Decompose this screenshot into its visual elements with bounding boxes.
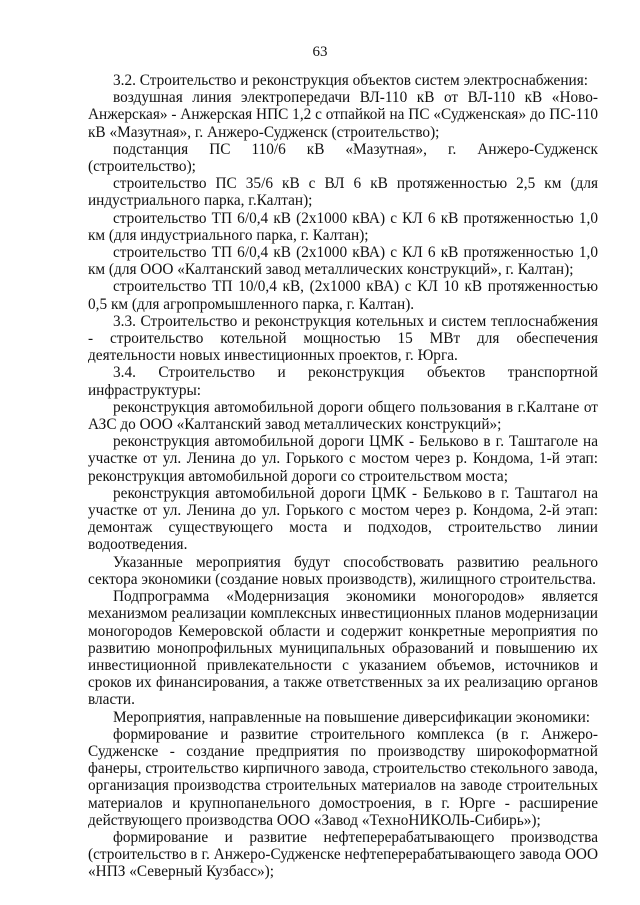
section-3-3-heat-supply: 3.3. Строительство и реконструкция котельных и систем теплоснабжения - строительство котельной мощностью 15 МВт для обеспечения деятельности новых инвестиционных проектов, г. Юрга.	[88, 312, 598, 365]
paragraph-diversification-heading: Мероприятия, направленные на повышение диверсификации экономики:	[113, 708, 591, 726]
paragraph-subprogram-monotowns: Подпрограмма «Модернизация экономики моногородов» является механизмом реализации комплексных инвестиционных планов модернизации моногородов Кемеровской области и содержит конкретные мероприятия по развитию монопрофильных муниципальных образований и повышению их инвестиционной привлекательности с указанием объемов, источников и сроков их финансирования, а также ответственных за их реализацию органов власти.	[88, 588, 598, 709]
list-item-construction-complex: формирование и развитие строительного комплекса (в г. Анжеро-Судженске - создание предприятия по производству широкоформатной фанеры, строительство кирпичного завода, строительство стекольного завода, организация производства строительных материалов на заводе строительных материалов и крупнопанельного домостроения, в г. Юрге - расширение действующего производства ООО «Завод «ТехноНИКОЛЬ-Сибирь»);	[88, 725, 598, 829]
list-item-tp-industrial-park: строительство ТП 6/0,4 кВ (2х1000 кВА) с КЛ 6 кВ протяженностью 1,0 км (для индустриального парка, г. Калтан);	[88, 209, 598, 244]
list-item-tp-agro-park: строительство ТП 10/0,4 кВ, (2х1000 кВА) с КЛ 10 кВ протяженностью 0,5 км (для агропромышленного парка, г. Калтан).	[88, 278, 598, 313]
list-item-road-tashtagol-stage-1: реконструкция автомобильной дороги ЦМК - Бельково в г. Таштаголе на участке от ул. Ленина до ул. Горького с мостом через р. Кондома, 1-й этап: реконструкция автомобильной дороги со строительством моста;	[88, 433, 598, 485]
page-number: 63	[312, 44, 328, 60]
paragraph-measures-effect: Указанные мероприятия будут способствовать развитию реального сектора экономики (создание новых производств), жилищного строительства.	[88, 553, 598, 588]
list-item-substation-mazutnaya: подстанция ПС 110/6 кВ «Мазутная», г. Анжеро-Судженск (строительство);	[88, 140, 598, 176]
section-heading-3-4: 3.4. Строительство и реконструкция объектов транспортной инфраструктуры:	[88, 364, 598, 399]
list-item-road-kaltan: реконструкция автомобильной дороги общего пользования в г.Калтане от АЗС до ООО «Калтанский завод металлических конструкций»;	[88, 398, 598, 434]
list-item-road-tashtagol-stage-2: реконструкция автомобильной дороги ЦМК - Бельково в г. Таштагол на участке от ул. Ленина до ул. Горького с мостом через р. Кондома, 2-й этап: демонтаж существующего моста и подходов, строительство линии водоотведения.	[88, 484, 598, 554]
list-item-oil-refining: формирование и развитие нефтеперерабатывающего производства (строительство в г. Анжеро-Судженске нефтеперерабатывающего завода ООО «НПЗ «Северный Кузбасс»);	[88, 828, 598, 881]
document-body	[88, 72, 598, 881]
section-heading-3-2: 3.2. Строительство и реконструкция объектов систем электроснабжения:	[113, 72, 589, 89]
list-item-power-line: воздушная линия электропередачи ВЛ-110 кВ от ВЛ-110 кВ «Ново-Анжерская» - Анжерская НПС 1,2 с отпайкой на ПС «Судженская» до ПС-110 кВ «Мазутная», г. Анжеро-Судженск (строительство);	[88, 89, 598, 141]
list-item-tp-metal-structures-plant: строительство ТП 6/0,4 кВ (2х1000 кВА) с КЛ 6 кВ протяженностью 1,0 км (для ООО «Калтанский завод металлических конструкций», г. Калтан);	[88, 244, 598, 279]
list-item-substation-35-6: строительство ПС 35/6 кВ с ВЛ 6 кВ протяженностью 2,5 км (для индустриального парка, г.Калтан);	[88, 175, 598, 210]
